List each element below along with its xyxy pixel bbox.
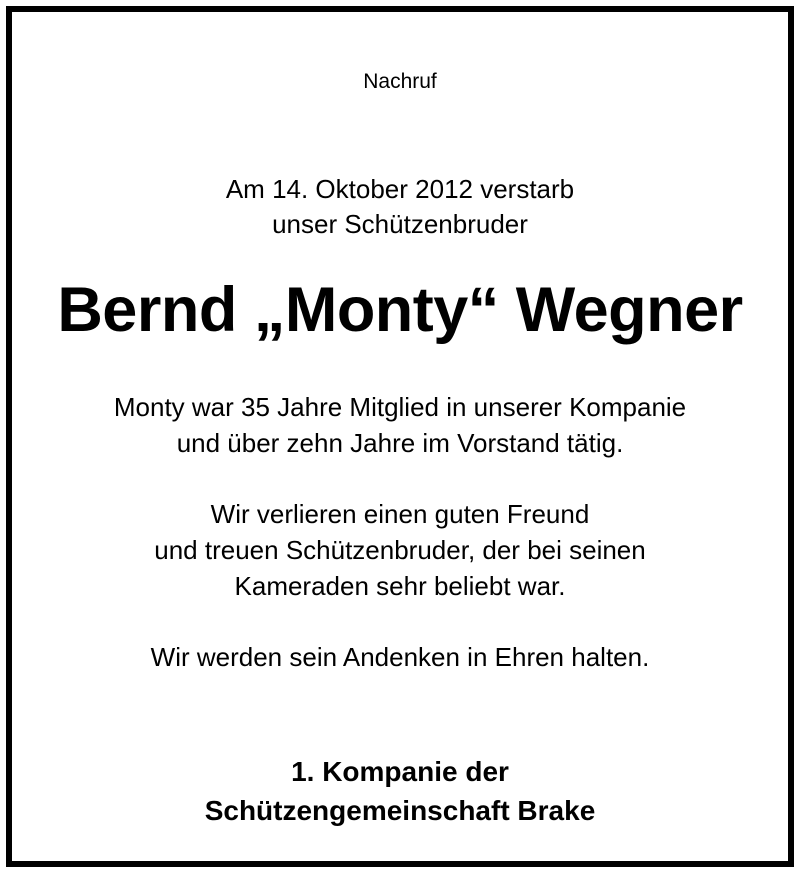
paragraph-1-line-1: Monty war 35 Jahre Mitglied in unserer Kompanie: [113, 392, 687, 422]
paragraph-2-line-2: und treuen Schützenbruder, der bei seinen: [154, 535, 646, 565]
paragraph-3-line-1: Wir werden sein Andenken in Ehren halten.: [150, 642, 650, 672]
signature-line-2: Schützengemeinschaft Brake: [204, 795, 596, 826]
intro-line-2: unser Schützenbruder: [272, 209, 528, 239]
obituary-notice: [6, 6, 794, 867]
deceased-name: Bernd „Monty“ Wegner: [57, 275, 743, 345]
paragraph-2-line-1: Wir verlieren einen guten Freund: [210, 499, 590, 529]
intro-line-1: Am 14. Oktober 2012 verstarb: [225, 174, 575, 204]
signature-line-1: 1. Kompanie der: [291, 756, 509, 787]
paragraph-2-line-3: Kameraden sehr beliebt war.: [234, 571, 566, 601]
notice-heading: Nachruf: [363, 70, 437, 93]
paragraph-1-line-2: und über zehn Jahre im Vorstand tätig.: [176, 428, 624, 458]
